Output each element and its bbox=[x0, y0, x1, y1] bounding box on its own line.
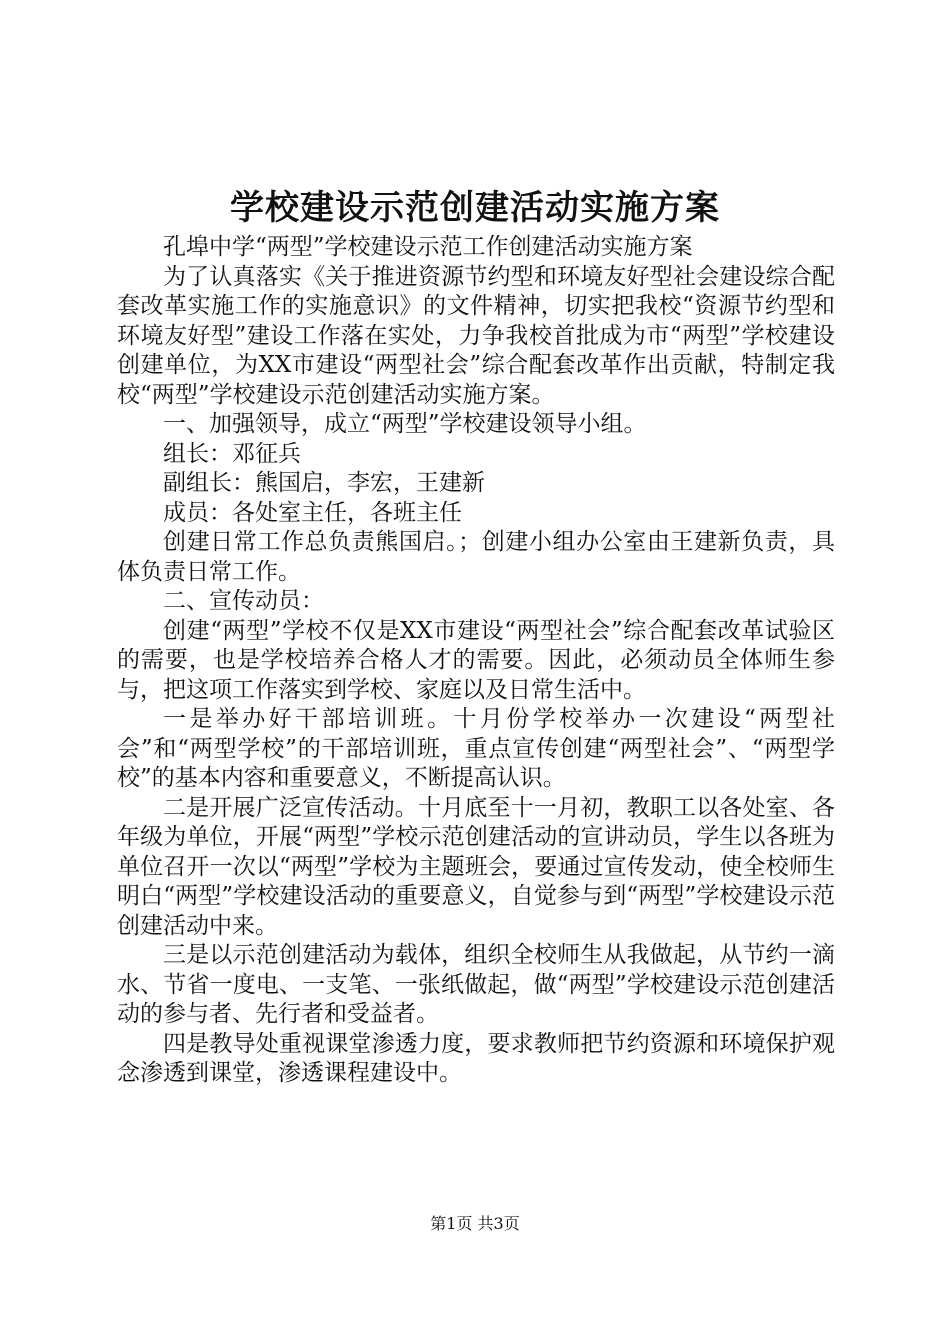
intro-paragraph: 为了认真落实《关于推进资源节约型和环境友好型社会建设综合配套改革实施工作的实施意识》的文件精神，切实把我校“资源节约型和环境友好型”建设工作落在实处，力争我校首批成为市“两型”学校建设创建单位，为XX市建设“两型社会”综合配套改革作出贡献，特制定我校“两型”学校建设示范创建活动实施方案。 bbox=[117, 263, 835, 408]
document-body bbox=[117, 233, 835, 1089]
section-heading-publicity: 二、宣传动员： bbox=[163, 588, 324, 614]
section-heading-leadership: 一、加强领导，成立“两型”学校建设领导小组。 bbox=[163, 411, 647, 437]
item-one-paragraph: 一是举办好干部培训班。十月份学校举办一次建设“两型社会”和“两型学校”的干部培训班，重点宣传创建“两型社会”、“两型学校”的基本内容和重要意义，不断提高认识。 bbox=[117, 706, 835, 791]
publicity-paragraph: 创建“两型”学校不仅是XX市建设“两型社会”综合配套改革试验区的需要，也是学校培养合格人才的需要。因此，必须动员全体师生参与，把这项工作落实到学校、家庭以及日常生活中。 bbox=[117, 617, 835, 703]
item-four-paragraph: 四是教导处重视课堂渗透力度，要求教师把节约资源和环境保护观念渗透到课堂，渗透课程建设中。 bbox=[117, 1030, 835, 1086]
item-three-paragraph: 三是以示范创建活动为载体，组织全校师生从我做起，从节约一滴水、节省一度电、一支笔、一张纸做起，做“两型”学校建设示范创建活动的参与者、先行者和受益者。 bbox=[117, 942, 835, 1027]
deputy-leader-line: 副组长：熊国启，李宏，王建新 bbox=[163, 470, 485, 496]
document-title: 学校建设示范创建活动实施方案 bbox=[230, 188, 720, 228]
members-line: 成员：各处室主任，各班主任 bbox=[163, 499, 462, 526]
item-two-paragraph: 二是开展广泛宣传活动。十月底至十一月初，教职工以各处室、各年级为单位，开展“两型”学校示范创建活动的宣讲动员，学生以各班为单位召开一次以“两型”学校为主题班会，要通过宣传发动，使全校师生明白“两型”学校建设活动的重要意义，自觉参与到“两型”学校建设示范创建活动中来。 bbox=[117, 794, 835, 939]
responsibility-paragraph: 创建日常工作总负责熊国启。；创建小组办公室由王建新负责，具体负责日常工作。 bbox=[117, 529, 835, 585]
subtitle-paragraph: 孔埠中学“两型”学校建设示范工作创建活动实施方案 bbox=[163, 234, 693, 260]
page-number-footer: 第1页 共3页 bbox=[430, 1214, 520, 1233]
leader-line: 组长：邓征兵 bbox=[163, 440, 301, 467]
